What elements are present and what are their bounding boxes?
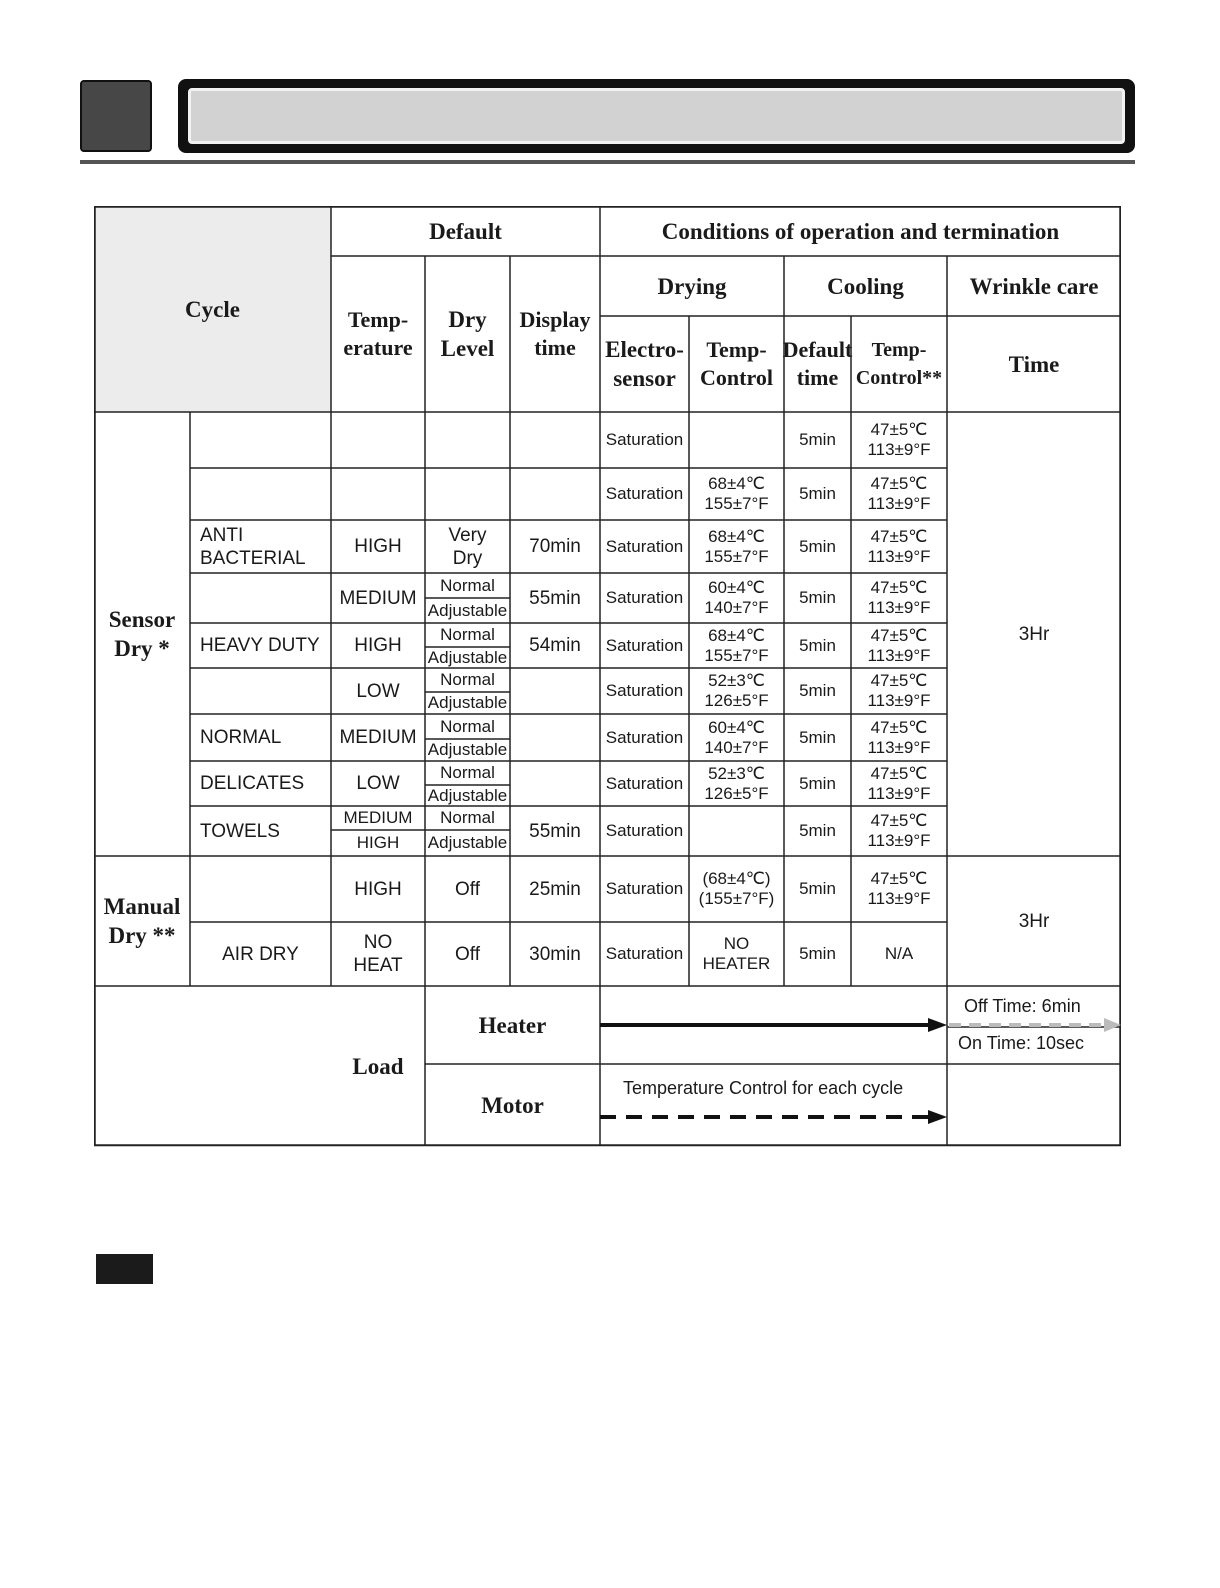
cooling-temp-control-l2: 113±9°F [867,598,931,617]
electro-sensor: Saturation [605,588,684,607]
header-cooling-temp-control [851,316,947,412]
temp-control-l1: 52±3℃ [708,671,765,690]
dry-level: Off [455,943,480,965]
electro-sensor: Saturation [605,635,684,655]
wrinkle-time-sensor: 3Hr [1018,623,1050,645]
cooling-temp-control [851,573,947,623]
cooling-temp-control-l2: 113±9°F [867,440,931,459]
default-time: 5min [799,635,836,655]
cooling-temp-control-l2: 113±9°F [867,645,931,665]
temperature: LOW [356,773,400,794]
cycle-table [94,206,1121,1161]
header-cooling-temp-control-l2: Control** [855,367,943,389]
cooling-temp-control [851,856,947,922]
temp-control [689,573,784,623]
electro-sensor: Saturation [605,773,684,793]
header-display-time-l2: time [534,335,576,360]
cooling-temp-control-l2: 113±9°F [867,889,931,908]
temp-control-l1: 68±4℃ [708,474,765,493]
section-number-box [80,80,152,152]
dry-level-normal: Normal [440,763,495,782]
temperature: LOW [356,680,400,702]
temp-control [689,806,784,856]
temp-control-l1: 68±4℃ [708,526,765,546]
cooling-temp-control-l1: 47±5℃ [870,420,928,439]
cooling-temp-control-l1: 47±5℃ [870,869,928,888]
temp-control-l1: NO [723,934,750,953]
default-time: 5min [799,484,836,503]
header-temperature [331,256,425,412]
dry-level-adjustable: Adjustable [427,785,508,805]
header-dry-level [425,256,510,412]
temperature: HIGH [354,635,402,656]
cycle-name-l1: ANTI [200,524,244,546]
temp-control-l2: 126±5°F [704,783,769,803]
default-time: 5min [799,821,836,840]
cooling-temp-control-l1: 47±5℃ [870,625,928,645]
header-default-time [784,316,851,412]
cooling-temp-control [851,761,947,806]
display-time [510,668,600,714]
display-time: 55min [529,587,581,609]
dry-level-adjustable: Adjustable [427,647,508,667]
temp-control-l1: 52±3℃ [708,763,765,783]
header-dry-level-l1: Dry [448,307,487,332]
temp-control-l2: 155±7°F [704,546,769,566]
electro-sensor: Saturation [605,681,684,700]
default-time: 5min [799,536,836,556]
temp-control [689,856,784,922]
cycle-name [190,468,331,520]
header-temperature-l1: Temp- [347,307,409,332]
electro-sensor: Saturation [605,879,684,898]
cycle-name [190,856,331,922]
cooling-temp-control [851,668,947,714]
default-time: 5min [799,588,836,607]
display-time: 30min [529,943,581,965]
dry-level-normal: Normal [440,670,495,689]
dry-level [425,520,510,573]
header-default: Default [429,218,502,244]
header-dry-level-l2: Level [440,336,495,361]
electro-sensor: Saturation [605,821,684,840]
cycle-name [190,668,331,714]
temperature: HIGH [354,878,402,900]
cycle-name: HEAVY DUTY [200,635,320,656]
temp-control-l1: (68±4℃) [702,869,771,888]
header-wrinkle-care: Wrinkle care [969,273,1099,299]
default-time: 5min [799,773,836,793]
header-display-time-l1: Display [519,307,591,332]
cooling-temp-control [851,623,947,668]
temperature: MEDIUM [339,727,417,748]
temperature: HIGH [354,536,402,557]
header-temperature-l2: erature [343,335,413,360]
load-label: Load [352,1053,404,1079]
temperature: MEDIUM [339,587,417,609]
header-cooling: Cooling [827,273,904,299]
default-time: 5min [799,944,836,963]
group-sensor-dry [94,412,190,856]
load-heater: Heater [478,1012,547,1038]
cooling-temp-control-l2: 113±9°F [867,831,931,850]
cycle-name-l2: BACTERIAL [200,547,306,569]
cooling-temp-control-l1: 47±5℃ [870,717,928,737]
dry-level-adjustable: Adjustable [427,693,508,712]
cooling-temp-control-l2: 113±9°F [867,783,931,803]
cooling-temp-control [851,714,947,761]
heater-off-time: Off Time: 6min [964,996,1081,1016]
temp-control [689,761,784,806]
dry-level: Off [455,878,480,900]
dry-level-normal: Normal [440,716,495,736]
cooling-temp-control-l1: 47±5℃ [870,474,928,493]
temp-control [689,520,784,573]
header-default-time-l1: Default [782,337,853,362]
cooling-temp-control [851,806,947,856]
temp-control [689,714,784,761]
dry-level [425,468,510,520]
default-time: 5min [799,681,836,700]
display-time: 25min [529,878,581,900]
temp-control-l2: HEATER [702,954,771,973]
default-time: 5min [799,430,836,449]
temp-control [689,922,784,986]
cycle-name [190,573,331,623]
temp-control-l2: 155±7°F [704,494,769,513]
group-manual-dry-l2: Dry ** [108,923,176,948]
header-electro-sensor-l1: Electro- [605,337,684,362]
electro-sensor: Saturation [605,430,684,449]
cycle-name: AIR DRY [222,943,299,965]
temperature-b: HIGH [356,833,400,852]
group-manual-dry-l1: Manual [103,894,181,919]
display-time: 70min [529,536,581,557]
motor-note: Temperature Control for each cycle [623,1078,904,1098]
header-time: Time [1008,351,1060,377]
group-sensor-dry-l1: Sensor [108,607,176,632]
header-cooling-temp-control-l1: Temp- [871,339,927,361]
section-title-bar [178,79,1135,153]
display-time [510,412,600,468]
header-conditions: Conditions of operation and termination [661,218,1060,244]
temp-control-l1: 60±4℃ [708,578,765,597]
note-marker-block [96,1254,153,1284]
group-sensor-dry-l2: Dry * [114,636,170,661]
cooling-temp-control-l2: 113±9°F [867,546,931,566]
group-manual-dry [94,856,190,986]
header-cycle: Cycle [94,206,331,412]
temperature [331,922,425,986]
display-time: 54min [529,635,581,656]
cooling-temp-control-l1: 47±5℃ [870,526,928,546]
cooling-temp-control-l1: 47±5℃ [870,811,928,830]
cycle-name: NORMAL [200,727,282,748]
dry-level-normal: Normal [440,625,495,644]
electro-sensor: Saturation [605,944,684,963]
section-title-bar-inner [188,88,1125,144]
dry-level-l1: Very [448,524,487,546]
cycle-name: TOWELS [200,820,280,842]
temp-control-l2: 140±7°F [704,598,769,617]
temp-control-l1: 60±4℃ [708,717,765,737]
dry-level-adjustable: Adjustable [427,833,508,852]
cooling-temp-control-l1: 47±5℃ [870,671,928,690]
cooling-temp-control-l1: 47±5℃ [870,578,928,597]
temp-control [689,623,784,668]
default-time: 5min [799,879,836,898]
cooling-temp-control-l2: 113±9°F [867,691,931,710]
heater-on-time: On Time: 10sec [958,1033,1085,1053]
dry-level-normal: Normal [440,808,495,827]
cooling-temp-control [851,468,947,520]
temp-control [689,668,784,714]
dry-level-adjustable: Adjustable [427,600,508,620]
display-time [510,761,600,806]
cycle-name [190,412,331,468]
header-temp-control [689,316,784,412]
cooling-temp-control-l2: 113±9°F [867,737,931,757]
temp-control [689,468,784,520]
header-default-time-l2: time [796,365,839,390]
cooling-temp-control [851,412,947,468]
header-temp-control-l1: Temp- [706,337,767,362]
display-time [510,714,600,761]
temperature-l2: HEAT [353,955,403,976]
temp-control-l2: 140±7°F [704,737,769,757]
cooling-temp-control [851,520,947,573]
header-electro-sensor [600,316,689,412]
cooling-temp-control [851,922,947,986]
cooling-temp-control-l1: N/A [884,944,914,963]
temp-control-l2: 155±7°F [704,645,769,665]
display-time: 55min [529,820,581,842]
electro-sensor: Saturation [605,484,684,503]
header-electro-sensor-l2: sensor [613,366,676,391]
temp-control-l2: 126±5°F [704,691,769,710]
dry-level-l2: Dry [452,547,483,569]
temperature-l1: NO [363,932,393,953]
header-display-time [510,256,600,412]
cycle-name [190,520,331,573]
cycle-name: DELICATES [200,773,305,794]
temp-control [689,412,784,468]
dry-level [425,412,510,468]
dry-level-normal: Normal [440,575,495,595]
cooling-temp-control-l1: 47±5℃ [870,763,928,783]
temperature-a: MEDIUM [343,808,413,827]
header-divider [80,160,1135,164]
load-motor: Motor [481,1092,544,1118]
dry-level-adjustable: Adjustable [427,740,508,759]
cooling-temp-control-l2: 113±9°F [867,494,931,513]
temperature [331,468,425,520]
electro-sensor: Saturation [605,727,684,747]
temp-control-l1: 68±4℃ [708,625,765,645]
header-drying: Drying [657,273,727,299]
temp-control-l2: (155±7°F) [698,889,775,908]
header-temp-control-l2: Control [700,365,773,390]
temperature [331,412,425,468]
default-time: 5min [799,727,836,747]
display-time [510,468,600,520]
electro-sensor: Saturation [605,536,684,556]
wrinkle-time-manual: 3Hr [1018,910,1050,932]
